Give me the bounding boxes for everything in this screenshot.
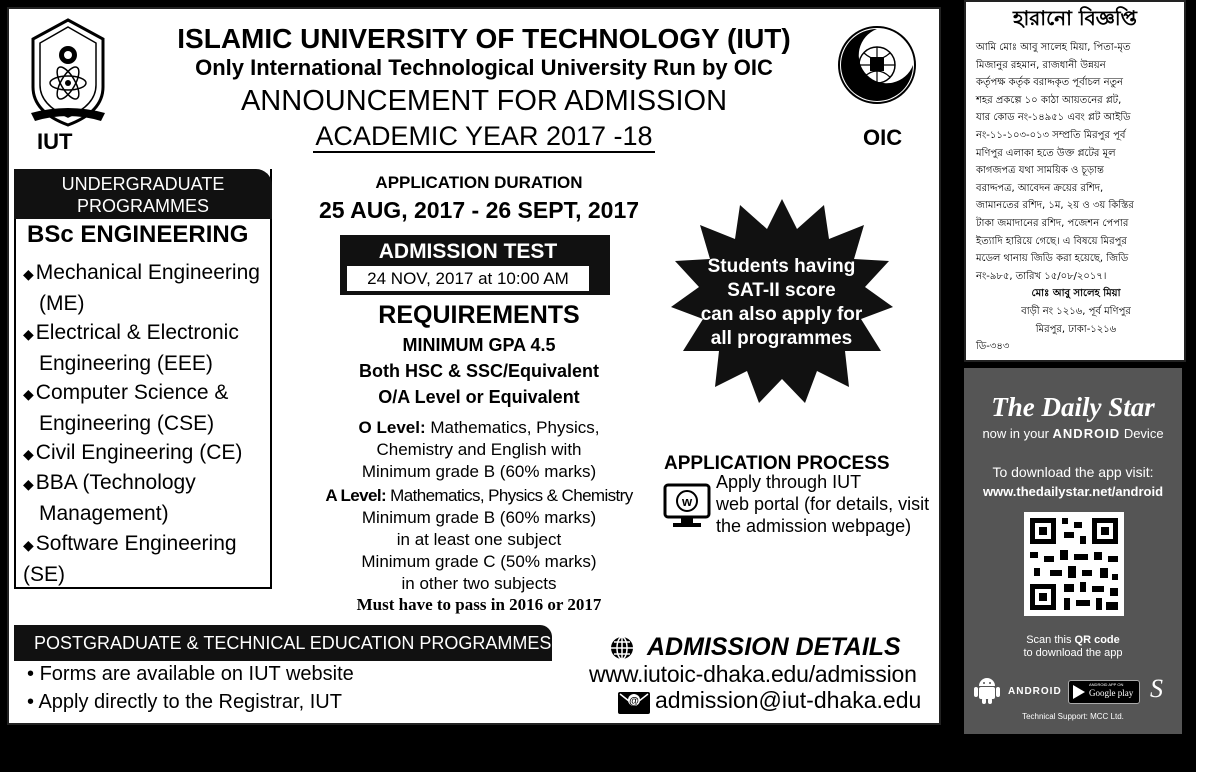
admission-url[interactable]: www.iutoic-dhaka.edu/admission (589, 661, 917, 687)
notice-line: নং-১১-১০৩-০১৩ সম্প্রতি মিরপুর পূর্ব (976, 129, 1126, 141)
postgraduate-heading: POSTGRADUATE & TECHNICAL EDUCATION PROGRAMMES (14, 625, 552, 661)
programme-line1: Software Engineering (SE) (23, 532, 237, 586)
globe-icon (609, 635, 635, 661)
notice-line: জামানতের রশিদ, ১ম, ২য় ও ৩য় কিস্তির (976, 200, 1134, 212)
download-url[interactable]: www.thedailystar.net/android (982, 484, 1164, 499)
academic-year (129, 121, 839, 152)
programme-line1: Civil Engineering (CE) (35, 441, 243, 464)
programme-item (23, 318, 278, 379)
programme-line1: Computer Science & (35, 381, 229, 404)
requirements-gpa: MINIMUM GPA 4.5 (402, 335, 556, 355)
notice-line: টাকা জমাদানের রশিদ, পজেশন পেপার (976, 217, 1129, 229)
notice-signer: মোঃ আবু সালেহ মিয়া (1031, 288, 1121, 300)
notice-line: ইত্যাদি হারিয়ে গেছে। এ বিষয়ে মিরপুর (976, 235, 1127, 247)
sat-line2: SAT-II score (727, 280, 836, 301)
a-level-requirements (294, 485, 664, 595)
bullet-icon: • (27, 663, 40, 685)
bullet-icon: ◆ (23, 476, 34, 492)
notice-code: ডি-৩৪৩ (976, 341, 1010, 353)
bullet-icon: • (27, 691, 39, 713)
admission-test-label: ADMISSION TEST (378, 240, 558, 263)
application-duration: 25 AUG, 2017 - 26 SEPT, 2017 (318, 197, 640, 223)
a-level-text1: Mathematics, Physics & Chemistry (386, 486, 633, 505)
web-portal-monitor-icon (663, 483, 711, 529)
sat-line4: all programmes (710, 328, 853, 349)
google-play-small-label: ANDROID APP ON (1089, 682, 1124, 687)
mcc-logo-icon: S (1150, 674, 1163, 703)
lost-notice-title: হারানো বিজ্ঞপ্তি (1013, 6, 1137, 30)
postgraduate-item-text: Apply directly to the Registrar, IUT (38, 691, 342, 713)
programme-line2: Engineering (CSE) (39, 412, 215, 435)
undergraduate-heading-line2: PROGRAMMES (76, 196, 209, 216)
undergraduate-heading-line1: UNDERGRADUATE (61, 174, 225, 194)
right-edge-column (1196, 0, 1209, 772)
programme-line2: Engineering (EEE) (39, 352, 213, 375)
iut-logo (23, 17, 113, 157)
bullet-icon: ◆ (23, 266, 34, 282)
programme-line1: Mechanical Engineering (35, 261, 260, 284)
daily-star-logo: The Daily Star (991, 392, 1155, 422)
notice-line: কর্তৃপক্ষ কর্তৃক বরাদ্দকৃত পূর্বাচল নতুন (976, 77, 1124, 89)
lost-notice (964, 0, 1186, 362)
bullet-icon: ◆ (23, 386, 34, 402)
notice-line: মণিপুর এলাকা হতে উক্ত প্লটের মূল (976, 147, 1116, 159)
tagline-android: ANDROID (1052, 426, 1121, 441)
application-process-line2: web portal (for details, visit (716, 494, 930, 514)
admission-advertisement (7, 7, 941, 725)
scan-instruction (964, 634, 1182, 660)
oic-logo (835, 17, 925, 157)
bsc-engineering-heading: BSc ENGINEERING (27, 221, 249, 248)
application-process-heading: APPLICATION PROCESS (664, 453, 890, 474)
application-process-line3: the admission webpage) (716, 516, 912, 536)
university-subtitle: Only International Technological University Run by OIC (195, 55, 773, 80)
programme-line1: Electrical & Electronic (35, 321, 239, 344)
admission-details-heading: ADMISSION DETAILS (647, 633, 901, 661)
requirements-hsc-ssc: Both HSC & SSC/Equivalent (358, 361, 600, 381)
admission-email[interactable]: admission@iut-dhaka.edu (655, 687, 922, 713)
scan-prefix: Scan this (1026, 634, 1075, 646)
undergraduate-heading (14, 169, 272, 219)
o-level-requirements (294, 417, 664, 483)
sat-line1: Students having (707, 256, 856, 277)
notice-address2: মিরপুর, ঢাকা-১২১৬ (1035, 323, 1117, 335)
technical-support: Technical Support: MCC Ltd. (1022, 712, 1124, 721)
programme-item (23, 378, 278, 439)
application-duration-label: APPLICATION DURATION (375, 173, 583, 192)
a-level-text2: Minimum grade B (60% marks) (361, 508, 597, 527)
o-level-text2: Chemistry and English with (376, 440, 582, 459)
daily-star-tagline (964, 426, 1182, 441)
email-icon (617, 689, 651, 715)
admission-test-date: 24 NOV, 2017 at 10:00 AM (347, 266, 589, 291)
notice-line: কাগজপত্র যথা সাময়িক ও চূড়ান্ত (976, 165, 1104, 177)
notice-address1: বাড়ী নং ১২১৬, পূর্ব মণিপুর (1021, 305, 1131, 317)
university-title: ISLAMIC UNIVERSITY OF TECHNOLOGY (IUT) (177, 23, 791, 54)
programme-item (23, 529, 278, 590)
application-process-text (716, 471, 929, 537)
svg-text:@: @ (629, 696, 639, 707)
a-level-text5: in other two subjects (401, 574, 557, 593)
academic-year-text: ACADEMIC YEAR 2017 -18 (315, 121, 653, 151)
programme-line2: Management) (39, 502, 169, 525)
sat-burst-text (674, 255, 889, 351)
o-level-text3: Minimum grade B (60% marks) (361, 462, 597, 481)
notice-line: মিজানুর রহমান, রাজধানী উন্নয়ন (976, 59, 1106, 71)
notice-line: যার কোড নং-১৪৯৫১ এবং প্লট আইডি (976, 112, 1131, 124)
requirements-heading: REQUIREMENTS (378, 301, 580, 329)
notice-line: মডেল থানায় জিডি করা হয়েছে, জিডি (976, 253, 1129, 265)
a-level-text3: in at least one subject (396, 530, 562, 549)
postgraduate-item (27, 663, 354, 686)
play-triangle-icon (1073, 685, 1085, 699)
iut-logo-label: IUT (37, 129, 73, 154)
scan-qr-label: QR code (1074, 634, 1120, 646)
admission-test-inner (347, 238, 589, 291)
requirements-oa-level: O/A Level or Equivalent (378, 387, 580, 407)
google-play-badge[interactable] (1068, 680, 1140, 704)
sat-line3: can also apply for (700, 304, 863, 325)
daily-star-app-ad (964, 368, 1182, 734)
oic-emblem-icon (835, 17, 919, 117)
lost-notice-body (966, 37, 1184, 356)
tagline-prefix: now in your (982, 426, 1053, 441)
bullet-icon: ◆ (23, 537, 34, 553)
announcement-title: ANNOUNCEMENT FOR ADMISSION (240, 85, 728, 117)
bullet-icon: ◆ (23, 446, 34, 462)
o-level-text1: Mathematics, Physics, (425, 418, 600, 437)
programme-line1: BBA (Technology (35, 471, 196, 494)
bullet-icon: ◆ (23, 326, 34, 342)
qr-code-icon[interactable] (1024, 512, 1124, 616)
notice-line: আমি মোঃ আবু সালেহ মিয়া, পিতা-মৃত (976, 42, 1131, 53)
o-level-label: O Level: (358, 418, 426, 437)
download-label: To download the app visit: (992, 464, 1154, 480)
notice-line: নং-৯৮৫, তারিখ ১৫/০৮/২০১৭। (976, 270, 1107, 282)
oic-logo-label: OIC (863, 125, 903, 150)
tagline-suffix: Device (1120, 426, 1164, 441)
a-level-label: A Level: (325, 486, 387, 505)
svg-text:w: w (681, 494, 693, 509)
android-robot-icon (974, 674, 1000, 704)
pass-year-note: Must have to pass in 2016 or 2017 (356, 595, 602, 614)
google-play-label: Google play (1089, 688, 1134, 698)
programme-item (23, 258, 278, 319)
programme-item (23, 438, 278, 469)
android-wordmark: ANDROID (1008, 686, 1062, 697)
postgraduate-item (27, 691, 342, 714)
a-level-text4: Minimum grade C (50% marks) (361, 552, 597, 571)
iut-emblem-icon (23, 17, 113, 129)
notice-line: বরাদ্দপত্র, আবেদন ক্রয়ের রশিদ, (976, 182, 1104, 194)
application-process-line1: Apply through IUT (716, 472, 862, 492)
postgraduate-item-text: Forms are available on IUT website (39, 663, 354, 685)
programme-item (23, 468, 278, 529)
programme-line2: (ME) (39, 292, 85, 315)
scan-line2: to download the app (1023, 647, 1123, 659)
notice-line: শহর প্রকল্পে ১০ কাঠা আয়তনের প্লট, (976, 94, 1122, 106)
